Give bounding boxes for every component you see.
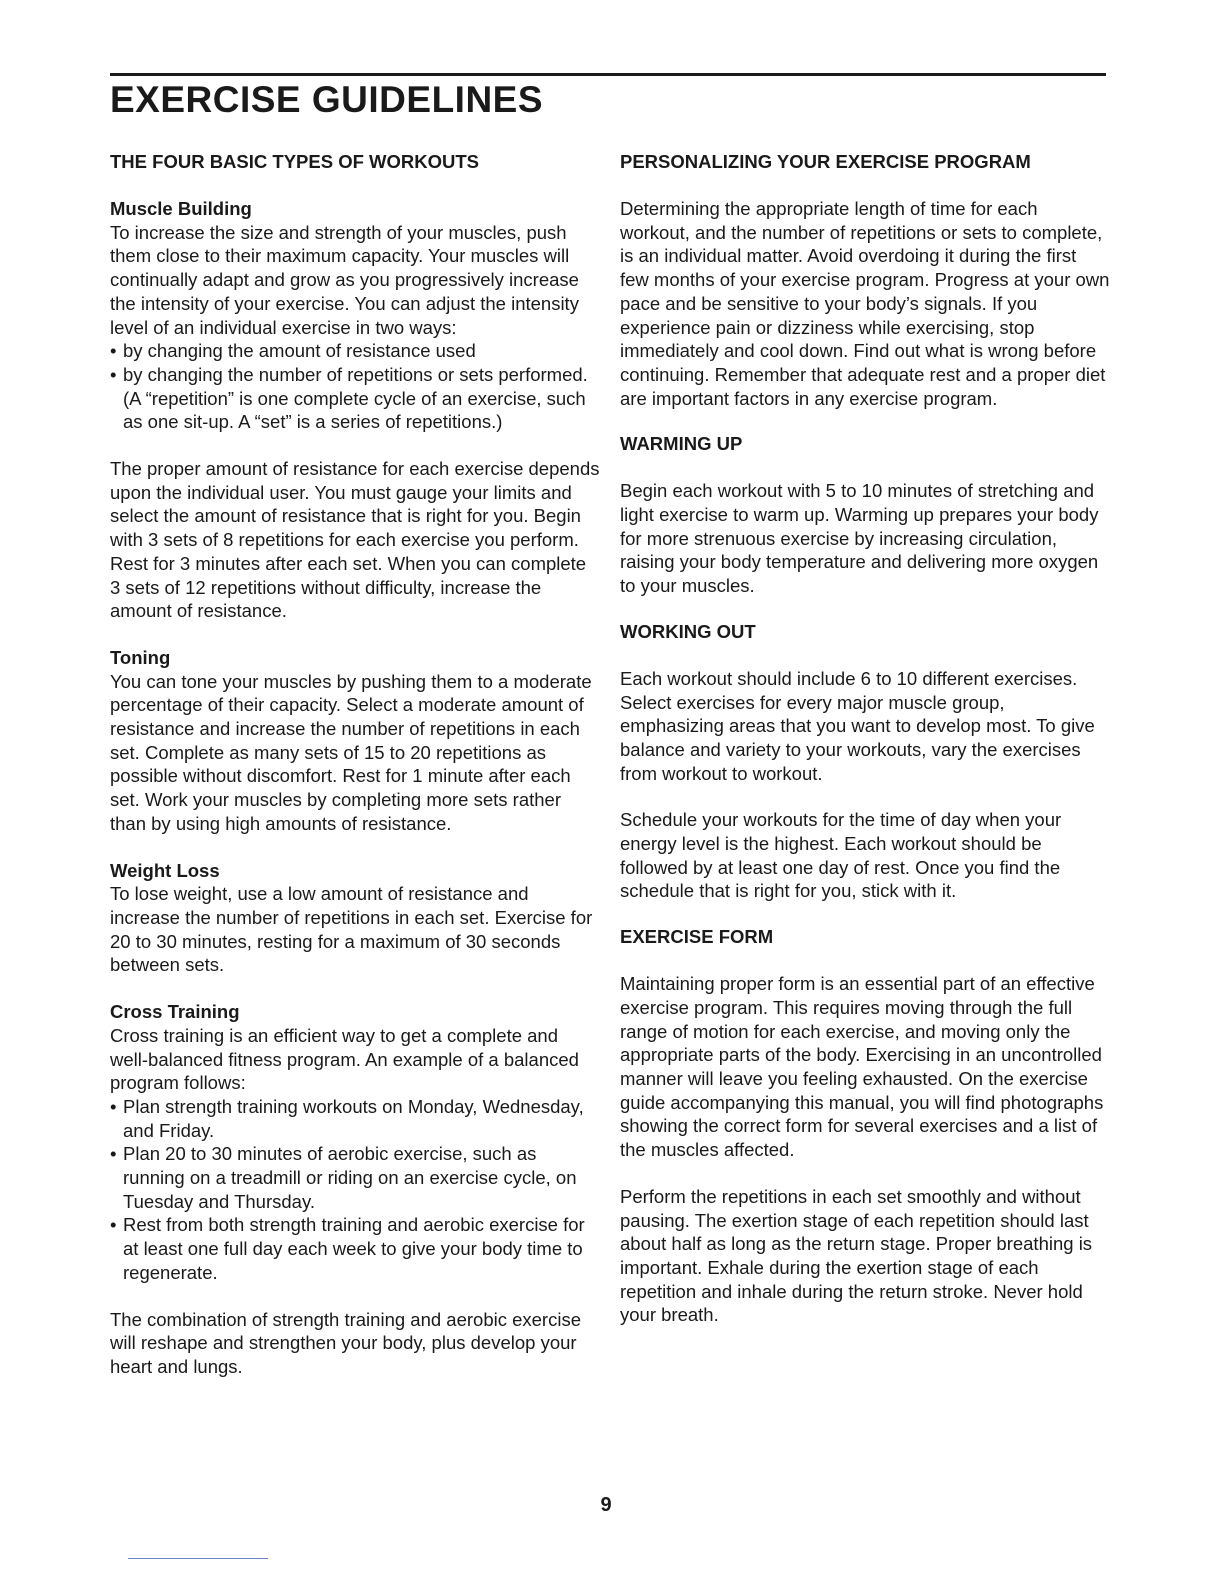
exercise-form-body-1: Maintaining proper form is an essential part of an effective exercise program. This requires moving through the full range of motion for each exercise, and moving only the appropriate parts of the body. Exercising in an uncontrolled manner will leave you feeling exhausted. On the exercise guide accompanying this manual, you will find photographs showing the correct form for several exercises and a list of the muscles affected. xyxy=(620,973,1104,1161)
cross-training-list xyxy=(110,1095,600,1285)
weight-loss-body: To lose weight, use a low amount of resistance and increase the number of repetitions in each set. Exercise for 20 to 30 minutes, resting for a maximum of 30 seconds between sets. xyxy=(110,883,593,976)
list-item: • by changing the amount of resistance used xyxy=(110,340,476,362)
exercise-form-body-2: Perform the repetitions in each set smoothly and without pausing. The exertion stage of each repetition should last about half as long as the return stage. Proper breathing is important. Exhale during the exertion stage of each repetition and inhale during the return stroke. Never hold your breath. xyxy=(620,1185,1093,1326)
cross-training-body: The combination of strength training and aerobic exercise will reshape and strengthen your body, plus develop your heart and lungs. xyxy=(110,1308,581,1377)
right-column xyxy=(620,150,1110,1327)
personalizing-body: Determining the appropriate length of time for each workout, and the number of repetitions or sets to complete, is an individual matter. Avoid overdoing it during the first few months of your exercise program. Progress at your own pace and be sensitive to your body’s signals. If you experience pain or dizziness while exercising, stop immediately and cool down. Find out what is wrong before continuing. Remember that adequate rest and a proper diet are important factors in any exercise program. xyxy=(620,198,1110,409)
section-heading-personalizing: PERSONALIZING YOUR EXERCISE PROGRAM xyxy=(620,151,1031,172)
warming-up-body: Begin each workout with 5 to 10 minutes of stretching and light exercise to warm up. Warming up prepares your body for more strenuous exercise by increasing circulation, raising your body temperature and delivering more oxygen to your muscles. xyxy=(620,480,1099,597)
section-heading-warming-up: WARMING UP xyxy=(620,433,743,455)
muscle-building-body: The proper amount of resistance for each exercise depends upon the individual user. You must gauge your limits and select the amount of resistance that is right for you. Begin with 3 sets of 8 repetitions for each exercise you perform. Rest for 3 minutes after each set. When you can complete 3 sets of 12 repetitions without difficulty, increase the amount of resistance. xyxy=(110,458,600,622)
section-heading-exercise-form: EXERCISE FORM xyxy=(620,926,774,948)
working-out-body-1: Each workout should include 6 to 10 different exercises. Select exercises for every major muscle group, emphasizing areas that you want to develop most. To give balance and variety to your workouts, vary the exercises from workout to workout. xyxy=(620,667,1095,784)
list-item: • Plan strength training workouts on Monday, Wednesday, and Friday. xyxy=(110,1095,584,1141)
bottom-divider xyxy=(128,1558,268,1559)
toning-body: You can tone your muscles by pushing them to a moderate percentage of their capacity. Select a moderate amount of resistance and increase the number of repetitions in each set. Complete as many sets of 15 to 20 repetitions as possible without discomfort. Rest for 1 minute after each set. Work your muscles by completing more sets rather than by using high amounts of resistance. xyxy=(110,670,592,834)
muscle-building-intro: To increase the size and strength of your muscles, push them close to their maximum capacity. Your muscles will continually adapt and grow as you progressively increase the intensity of your exercise. You can adjust the intensity level of an individual exercise in two ways: xyxy=(110,221,579,338)
page-number: 9 xyxy=(600,1494,612,1516)
page-title: EXERCISE GUIDELINES xyxy=(110,79,544,120)
list-item: • Rest from both strength training and aerobic exercise for at least one full day each week to give your body time to regenerate. xyxy=(110,1214,585,1283)
subheading-muscle-building: Muscle Building xyxy=(110,198,252,219)
list-item: • Plan 20 to 30 minutes of aerobic exercise, such as running on a treadmill or riding on an exercise cycle, on Tuesday and Thursday. xyxy=(110,1143,577,1212)
cross-training-intro: Cross training is an efficient way to get a complete and well-balanced fitness program. An example of a balanced program follows: xyxy=(110,1024,579,1094)
muscle-building-list xyxy=(110,339,600,434)
subheading-cross-training: Cross Training xyxy=(110,1001,240,1023)
section-heading-workout-types: THE FOUR BASIC TYPES OF WORKOUTS xyxy=(110,151,479,172)
section-heading-working-out: WORKING OUT xyxy=(620,620,756,642)
subheading-weight-loss: Weight Loss xyxy=(110,859,220,881)
list-item: • by changing the number of repetitions or sets performed. (A “repetition” is one complete cycle of an exercise, such as one sit-up. A “set” is a series of repetitions.) xyxy=(110,363,588,433)
left-column xyxy=(110,150,600,1379)
working-out-body-2: Schedule your workouts for the time of day when your energy level is the highest. Each workout should be followed by at least one day of rest. Once you find the schedule that is right for you, stick with it. xyxy=(620,809,1062,902)
subheading-toning: Toning xyxy=(110,646,171,668)
